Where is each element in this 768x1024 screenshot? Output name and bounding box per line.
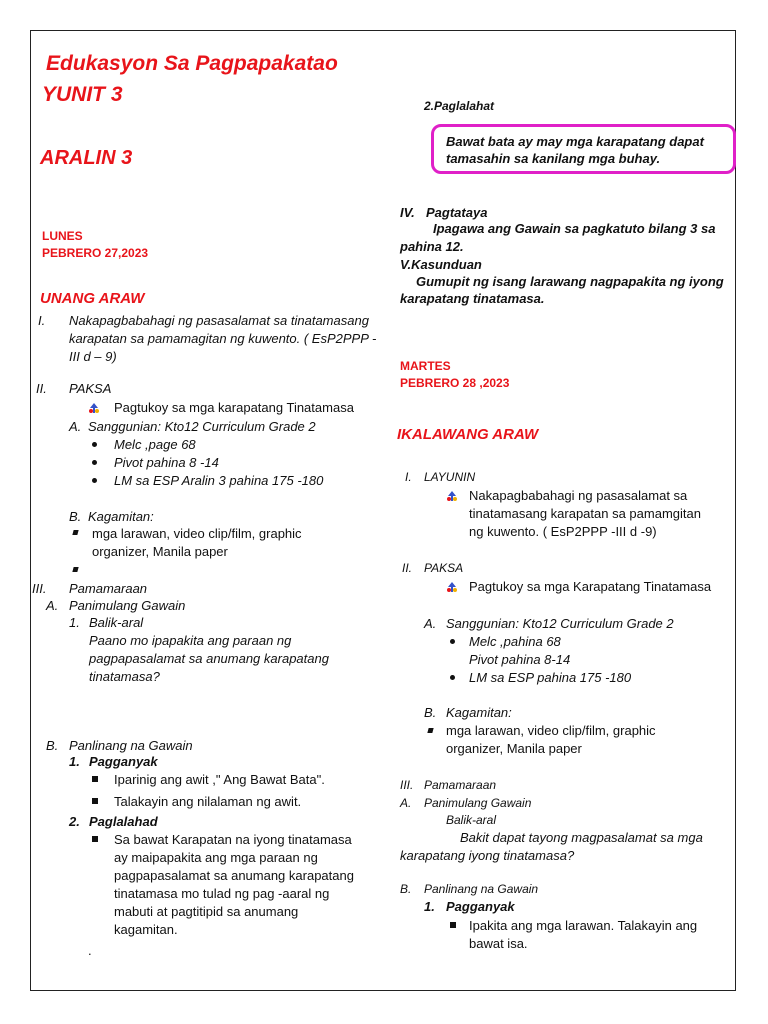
day2-objective-line: tinatamasang karapatan sa pamamgitan bbox=[469, 506, 701, 521]
day2-motivation-line: Ipakita ang mga larawan. Talakayin ang bbox=[469, 918, 698, 933]
day2-objective-line: Nakapagbabahagi ng pasasalamat sa bbox=[469, 488, 688, 503]
materials-number: B. bbox=[69, 509, 82, 524]
day2-procedure-label: Pamamaraan bbox=[424, 778, 497, 792]
day2-review-label: Balik-aral bbox=[446, 813, 497, 827]
topic-label: PAKSA bbox=[69, 381, 112, 396]
day2-materials-number: B. bbox=[424, 705, 437, 720]
day2-review-question: Bakit dapat tayong magpasalamat sa mga bbox=[460, 830, 703, 845]
reference-item: Melc ,page 68 bbox=[114, 437, 196, 452]
materials-label: Kagamitan: bbox=[88, 509, 154, 524]
day2-materials-label: Kagamitan: bbox=[446, 705, 512, 720]
day2-section-b-number: B. bbox=[400, 882, 412, 896]
arrow-bullet-icon bbox=[446, 490, 458, 502]
arrow-bullet-icon bbox=[446, 581, 458, 593]
review-question: pagpapasalamat sa anumang karapatang bbox=[89, 651, 329, 666]
day2-materials-line: organizer, Manila paper bbox=[446, 741, 582, 756]
materials-line: mga larawan, video clip/film, graphic bbox=[92, 526, 302, 541]
day2-topic-number: II. bbox=[402, 561, 413, 575]
day1-date: PEBRERO 27,2023 bbox=[42, 246, 149, 260]
bullet-square-icon bbox=[92, 798, 98, 804]
day2-section-b-label: Panlinang na Gawain bbox=[424, 882, 539, 896]
motivation-label: Pagganyak bbox=[89, 754, 158, 769]
bullet-square-icon bbox=[450, 922, 456, 928]
procedure-label: Pamamaraan bbox=[69, 581, 148, 596]
day2-procedure-number: III. bbox=[400, 778, 414, 792]
bullet-dot-icon bbox=[450, 639, 455, 644]
presentation-label: Paglalahad bbox=[89, 814, 158, 829]
day2-topic-item: Pagtukoy sa mga Karapatang Tinatamasa bbox=[469, 579, 712, 594]
subject-title: Edukasyon Sa Pagpapakatao bbox=[46, 52, 338, 75]
day2-reference-number: A. bbox=[424, 616, 437, 631]
objective-line-3: III d – 9) bbox=[69, 349, 117, 364]
generalization-line: Bawat bata ay may mga karapatang dapat bbox=[446, 134, 704, 149]
bullet-dot-icon bbox=[92, 442, 97, 447]
reference-label: Sanggunian: Kto12 Curriculum Grade 2 bbox=[88, 419, 316, 434]
review-label: Balik-aral bbox=[89, 615, 144, 630]
agreement-label: V.Kasunduan bbox=[400, 257, 482, 272]
unit-title: YUNIT 3 bbox=[42, 83, 123, 106]
motivation-number: 1. bbox=[69, 754, 80, 769]
day2-section-a-label: Panimulang Gawain bbox=[424, 796, 532, 810]
objective-line-2: karapatan sa pamamagitan ng kuwento. ( EsP2PPP - bbox=[69, 331, 377, 346]
bullet-square-icon bbox=[92, 776, 98, 782]
presentation-line: tinatamasa mo tulad ng pag -aaral ng bbox=[114, 886, 330, 901]
agreement-line: karapatang tinatamasa. bbox=[400, 291, 545, 306]
day2-objective-line: ng kuwento. ( EsP2PPP -III d -9) bbox=[469, 524, 657, 539]
review-number: 1. bbox=[69, 615, 80, 630]
day2-heading: IKALAWANG ARAW bbox=[397, 426, 539, 443]
trailing-dot: . bbox=[88, 943, 92, 958]
topic-item: Pagtukoy sa mga karapatang Tinatamasa bbox=[114, 400, 354, 415]
presentation-line: Sa bawat Karapatan na iyong tinatamasa bbox=[114, 832, 352, 847]
day1-weekday: LUNES bbox=[42, 229, 83, 243]
presentation-line: pagpapasalamat sa anumang karapatang bbox=[114, 868, 354, 883]
evaluation-number: IV. bbox=[400, 205, 415, 220]
day2-objective-label: LAYUNIN bbox=[424, 470, 476, 484]
review-question: Paano mo ipapakita ang paraan ng bbox=[89, 633, 292, 648]
day2-review-question: karapatang iyong tinatamasa? bbox=[400, 848, 575, 863]
section-a-number: A. bbox=[46, 598, 59, 613]
lesson-title: ARALIN 3 bbox=[40, 147, 133, 169]
evaluation-label: Pagtataya bbox=[426, 205, 488, 220]
reference-item: LM sa ESP Aralin 3 pahina 175 -180 bbox=[114, 473, 324, 488]
generalization-label: 2.Paglalahat bbox=[424, 99, 495, 113]
bullet-dot-icon bbox=[92, 460, 97, 465]
materials-line: organizer, Manila paper bbox=[92, 544, 228, 559]
day1-heading: UNANG ARAW bbox=[40, 290, 145, 307]
objective-number: I. bbox=[38, 313, 46, 328]
reference-number: A. bbox=[69, 419, 82, 434]
review-question: tinatamasa? bbox=[89, 669, 160, 684]
objective-line-1: Nakapagbabahagi ng pasasalamat sa tinatamasang bbox=[69, 313, 369, 328]
presentation-line: kagamitan. bbox=[114, 922, 178, 937]
bullet-dot-icon bbox=[450, 675, 455, 680]
arrow-bullet-icon bbox=[88, 402, 100, 414]
day2-reference-item: Melc ,pahina 68 bbox=[469, 634, 561, 649]
section-b-label: Panlinang na Gawain bbox=[69, 738, 193, 753]
presentation-line: mabuti at pagtitipid sa anumang bbox=[114, 904, 299, 919]
day2-motivation-line: bawat isa. bbox=[469, 936, 528, 951]
generalization-line: tamasahin sa kanilang mga buhay. bbox=[446, 151, 661, 166]
day2-date: PEBRERO 28 ,2023 bbox=[400, 376, 510, 390]
agreement-line: Gumupit ng isang larawang nagpapakita ng iyong bbox=[416, 274, 724, 289]
presentation-number: 2. bbox=[69, 814, 80, 829]
day2-reference-item: LM sa ESP pahina 175 -180 bbox=[469, 670, 632, 685]
day2-motivation-label: Pagganyak bbox=[446, 899, 515, 914]
procedure-number: III. bbox=[32, 581, 47, 596]
section-b-number: B. bbox=[46, 738, 59, 753]
reference-item: Pivot pahina 8 -14 bbox=[114, 455, 219, 470]
topic-number: II. bbox=[36, 381, 47, 396]
day2-reference-label: Sanggunian: Kto12 Curriculum Grade 2 bbox=[446, 616, 674, 631]
section-a-label: Panimulang Gawain bbox=[69, 598, 186, 613]
evaluation-line: Ipagawa ang Gawain sa pagkatuto bilang 3 sa bbox=[433, 221, 716, 236]
bullet-dot-icon bbox=[92, 478, 97, 483]
day2-topic-label: PAKSA bbox=[424, 561, 464, 575]
day2-materials-line: mga larawan, video clip/film, graphic bbox=[446, 723, 656, 738]
motivation-item: Iparinig ang awit ," Ang Bawat Bata". bbox=[114, 772, 325, 787]
day2-reference-item: Pivot pahina 8-14 bbox=[469, 652, 571, 667]
day2-objective-number: I. bbox=[405, 470, 412, 484]
presentation-line: ay maipapakita ang mga paraan ng bbox=[114, 850, 318, 865]
day2-weekday: MARTES bbox=[400, 359, 451, 373]
day2-section-a-number: A. bbox=[400, 796, 412, 810]
motivation-item: Talakayin ang nilalaman ng awit. bbox=[114, 794, 302, 809]
evaluation-line: pahina 12. bbox=[400, 239, 464, 254]
bullet-square-icon bbox=[92, 836, 98, 842]
day2-motivation-number: 1. bbox=[424, 899, 435, 914]
